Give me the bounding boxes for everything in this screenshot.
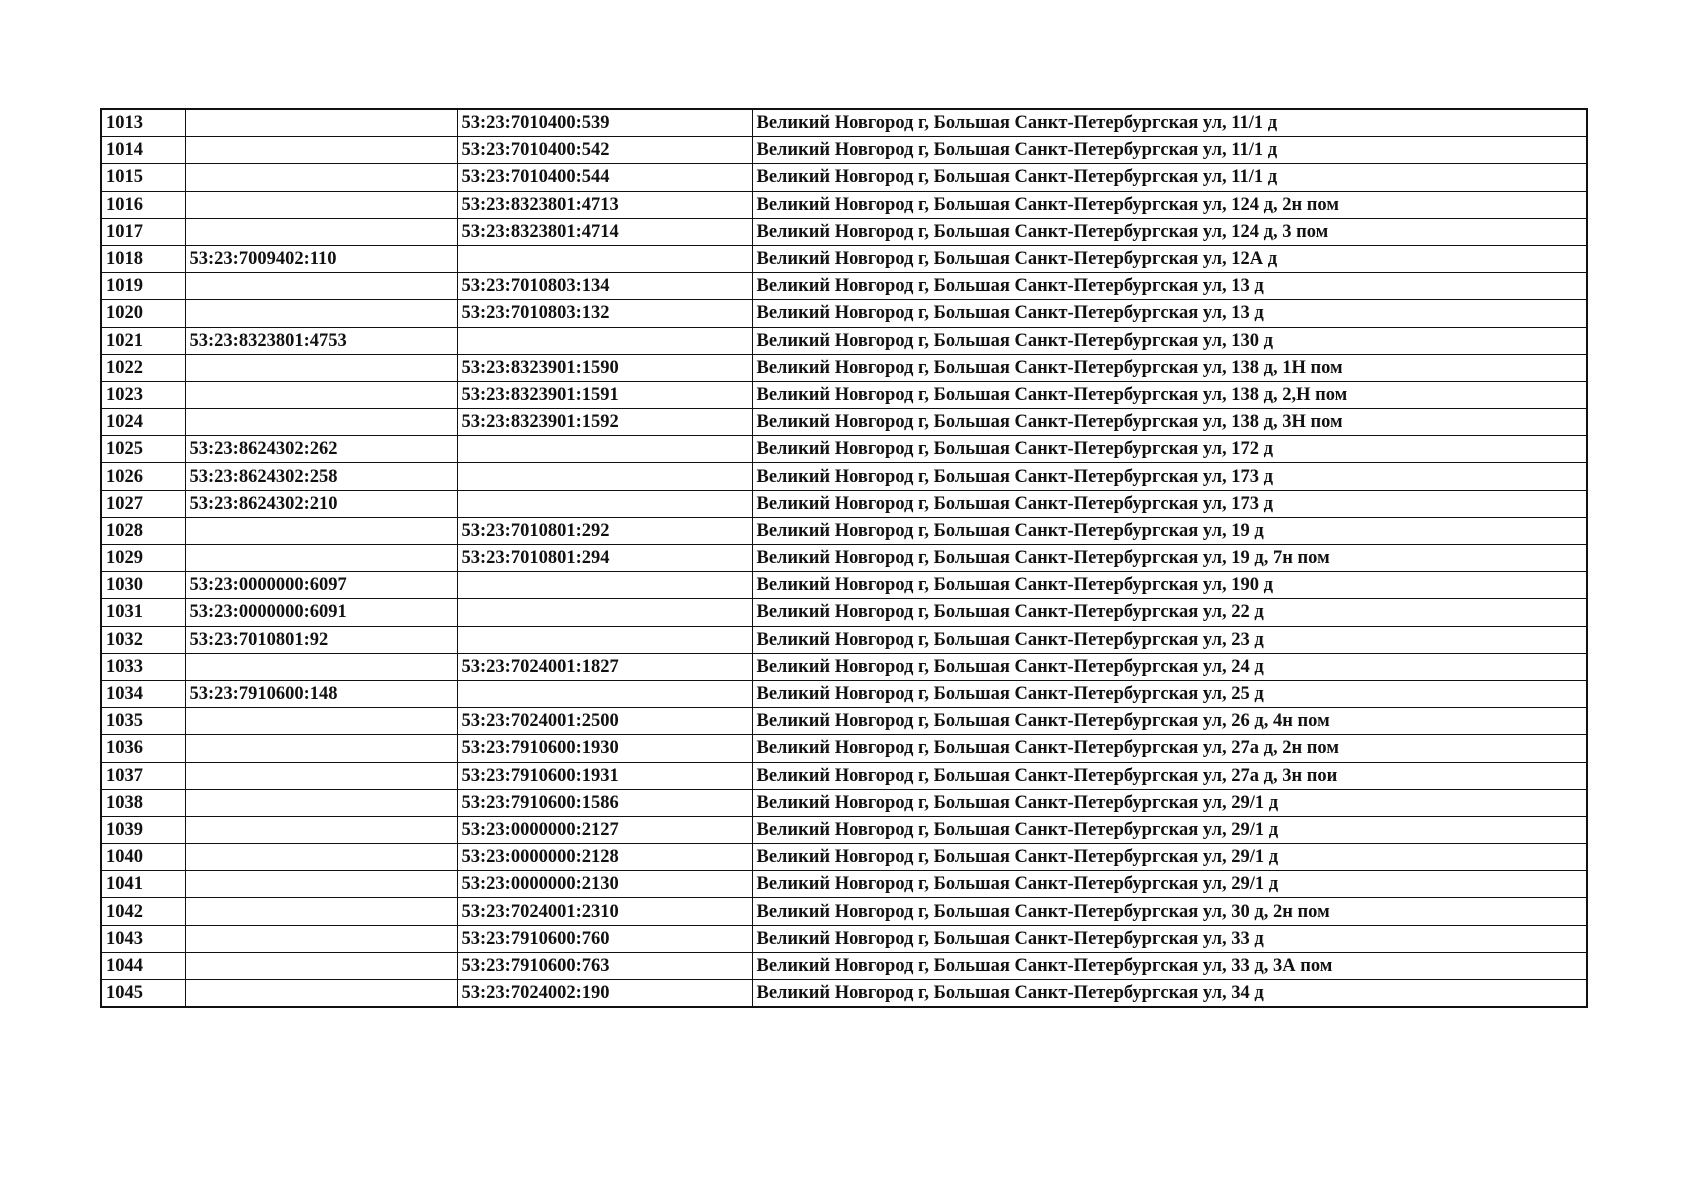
row-number-cell: 1015 [101,164,185,191]
row-number-cell: 1044 [101,952,185,979]
row-number-cell: 1036 [101,735,185,762]
table-row [101,980,1587,1008]
land-cadastral-number-cell [185,925,457,952]
land-cadastral-number-cell [185,273,457,300]
land-cadastral-number-cell [185,137,457,164]
land-cadastral-number-cell [185,191,457,218]
land-cadastral-number-cell [185,354,457,381]
land-cadastral-number-cell [185,871,457,898]
address-cell: Великий Новгород г, Большая Санкт-Петербургская ул, 34 д [752,980,1587,1008]
address-cell: Великий Новгород г, Большая Санкт-Петербургская ул, 29/1 д [752,816,1587,843]
row-number-cell: 1021 [101,327,185,354]
table-row [101,626,1587,653]
address-cell: Великий Новгород г, Большая Санкт-Петербургская ул, 24 д [752,653,1587,680]
table-row [101,599,1587,626]
table-row [101,300,1587,327]
land-cadastral-number-cell [185,409,457,436]
table-row [101,653,1587,680]
address-cell: Великий Новгород г, Большая Санкт-Петербургская ул, 11/1 д [752,137,1587,164]
object-cadastral-number-cell: 53:23:8323901:1591 [457,381,752,408]
row-number-cell: 1013 [101,109,185,137]
address-cell: Великий Новгород г, Большая Санкт-Петербургская ул, 13 д [752,300,1587,327]
table-row [101,218,1587,245]
land-cadastral-number-cell [185,844,457,871]
address-cell: Великий Новгород г, Большая Санкт-Петербургская ул, 173 д [752,490,1587,517]
land-cadastral-number-cell [185,300,457,327]
address-cell: Великий Новгород г, Большая Санкт-Петербургская ул, 138 д, 2,Н пом [752,381,1587,408]
address-cell: Великий Новгород г, Большая Санкт-Петербургская ул, 22 д [752,599,1587,626]
address-cell: Великий Новгород г, Большая Санкт-Петербургская ул, 23 д [752,626,1587,653]
land-cadastral-number-cell: 53:23:0000000:6097 [185,572,457,599]
object-cadastral-number-cell: 53:23:7010803:132 [457,300,752,327]
row-number-cell: 1029 [101,545,185,572]
table-row [101,354,1587,381]
land-cadastral-number-cell: 53:23:8624302:258 [185,463,457,490]
row-number-cell: 1037 [101,762,185,789]
row-number-cell: 1034 [101,680,185,707]
table-row [101,191,1587,218]
object-cadastral-number-cell: 53:23:8323901:1590 [457,354,752,381]
address-cell: Великий Новгород г, Большая Санкт-Петербургская ул, 13 д [752,273,1587,300]
row-number-cell: 1026 [101,463,185,490]
address-cell: Великий Новгород г, Большая Санкт-Петербургская ул, 190 д [752,572,1587,599]
address-cell: Великий Новгород г, Большая Санкт-Петербургская ул, 25 д [752,680,1587,707]
address-cell: Великий Новгород г, Большая Санкт-Петербургская ул, 19 д [752,517,1587,544]
address-cell: Великий Новгород г, Большая Санкт-Петербургская ул, 19 д, 7н пом [752,545,1587,572]
table-row [101,735,1587,762]
address-registry-table [100,108,1588,1008]
row-number-cell: 1024 [101,409,185,436]
table-row [101,409,1587,436]
land-cadastral-number-cell [185,517,457,544]
table-row [101,789,1587,816]
table-row [101,680,1587,707]
document-page [100,108,1586,1008]
address-cell: Великий Новгород г, Большая Санкт-Петербургская ул, 138 д, 1Н пом [752,354,1587,381]
land-cadastral-number-cell: 53:23:8323801:4753 [185,327,457,354]
address-cell: Великий Новгород г, Большая Санкт-Петербургская ул, 33 д, 3А пом [752,952,1587,979]
row-number-cell: 1022 [101,354,185,381]
object-cadastral-number-cell: 53:23:7010801:294 [457,545,752,572]
address-cell: Великий Новгород г, Большая Санкт-Петербургская ул, 130 д [752,327,1587,354]
address-cell: Великий Новгород г, Большая Санкт-Петербургская ул, 29/1 д [752,789,1587,816]
land-cadastral-number-cell [185,762,457,789]
object-cadastral-number-cell: 53:23:8323901:1592 [457,409,752,436]
table-row [101,245,1587,272]
table-row [101,164,1587,191]
address-cell: Великий Новгород г, Большая Санкт-Петербургская ул, 27а д, 3н пои [752,762,1587,789]
table-row [101,109,1587,137]
object-cadastral-number-cell: 53:23:0000000:2127 [457,816,752,843]
object-cadastral-number-cell [457,436,752,463]
address-cell: Великий Новгород г, Большая Санкт-Петербургская ул, 29/1 д [752,871,1587,898]
object-cadastral-number-cell: 53:23:7910600:1931 [457,762,752,789]
address-cell: Великий Новгород г, Большая Санкт-Петербургская ул, 11/1 д [752,164,1587,191]
row-number-cell: 1030 [101,572,185,599]
land-cadastral-number-cell: 53:23:8624302:262 [185,436,457,463]
object-cadastral-number-cell: 53:23:8323801:4713 [457,191,752,218]
table-row [101,708,1587,735]
address-cell: Великий Новгород г, Большая Санкт-Петербургская ул, 12А д [752,245,1587,272]
row-number-cell: 1043 [101,925,185,952]
object-cadastral-number-cell [457,680,752,707]
address-cell: Великий Новгород г, Большая Санкт-Петербургская ул, 27а д, 2н пом [752,735,1587,762]
row-number-cell: 1041 [101,871,185,898]
land-cadastral-number-cell [185,980,457,1008]
row-number-cell: 1017 [101,218,185,245]
object-cadastral-number-cell: 53:23:7910600:1586 [457,789,752,816]
row-number-cell: 1038 [101,789,185,816]
land-cadastral-number-cell [185,164,457,191]
table-row [101,436,1587,463]
object-cadastral-number-cell [457,327,752,354]
object-cadastral-number-cell: 53:23:7024001:1827 [457,653,752,680]
land-cadastral-number-cell [185,218,457,245]
object-cadastral-number-cell: 53:23:7910600:763 [457,952,752,979]
object-cadastral-number-cell [457,463,752,490]
row-number-cell: 1031 [101,599,185,626]
object-cadastral-number-cell: 53:23:7024001:2310 [457,898,752,925]
table-body [101,109,1587,1007]
land-cadastral-number-cell [185,545,457,572]
object-cadastral-number-cell: 53:23:7010400:544 [457,164,752,191]
address-cell: Великий Новгород г, Большая Санкт-Петербургская ул, 26 д, 4н пом [752,708,1587,735]
row-number-cell: 1018 [101,245,185,272]
object-cadastral-number-cell: 53:23:7024001:2500 [457,708,752,735]
row-number-cell: 1014 [101,137,185,164]
table-row [101,871,1587,898]
land-cadastral-number-cell [185,653,457,680]
row-number-cell: 1032 [101,626,185,653]
row-number-cell: 1019 [101,273,185,300]
address-cell: Великий Новгород г, Большая Санкт-Петербургская ул, 30 д, 2н пом [752,898,1587,925]
land-cadastral-number-cell: 53:23:0000000:6091 [185,599,457,626]
object-cadastral-number-cell: 53:23:7010801:292 [457,517,752,544]
address-cell: Великий Новгород г, Большая Санкт-Петербургская ул, 173 д [752,463,1587,490]
land-cadastral-number-cell [185,898,457,925]
table-row [101,898,1587,925]
land-cadastral-number-cell: 53:23:8624302:210 [185,490,457,517]
object-cadastral-number-cell [457,572,752,599]
land-cadastral-number-cell [185,735,457,762]
land-cadastral-number-cell: 53:23:7910600:148 [185,680,457,707]
land-cadastral-number-cell [185,381,457,408]
row-number-cell: 1023 [101,381,185,408]
land-cadastral-number-cell [185,708,457,735]
table-row [101,844,1587,871]
address-cell: Великий Новгород г, Большая Санкт-Петербургская ул, 124 д, 3 пом [752,218,1587,245]
table-row [101,463,1587,490]
object-cadastral-number-cell [457,626,752,653]
address-cell: Великий Новгород г, Большая Санкт-Петербургская ул, 172 д [752,436,1587,463]
table-row [101,137,1587,164]
table-row [101,490,1587,517]
table-row [101,327,1587,354]
object-cadastral-number-cell: 53:23:7910600:1930 [457,735,752,762]
address-cell: Великий Новгород г, Большая Санкт-Петербургская ул, 29/1 д [752,844,1587,871]
table-row [101,762,1587,789]
object-cadastral-number-cell: 53:23:7010400:539 [457,109,752,137]
object-cadastral-number-cell [457,490,752,517]
table-row [101,273,1587,300]
land-cadastral-number-cell [185,109,457,137]
row-number-cell: 1039 [101,816,185,843]
row-number-cell: 1027 [101,490,185,517]
land-cadastral-number-cell: 53:23:7010801:92 [185,626,457,653]
object-cadastral-number-cell [457,599,752,626]
land-cadastral-number-cell [185,816,457,843]
row-number-cell: 1035 [101,708,185,735]
table-row [101,952,1587,979]
object-cadastral-number-cell: 53:23:8323801:4714 [457,218,752,245]
row-number-cell: 1042 [101,898,185,925]
address-cell: Великий Новгород г, Большая Санкт-Петербургская ул, 33 д [752,925,1587,952]
object-cadastral-number-cell: 53:23:0000000:2130 [457,871,752,898]
table-row [101,572,1587,599]
land-cadastral-number-cell: 53:23:7009402:110 [185,245,457,272]
row-number-cell: 1040 [101,844,185,871]
table-row [101,517,1587,544]
object-cadastral-number-cell: 53:23:7010400:542 [457,137,752,164]
row-number-cell: 1028 [101,517,185,544]
row-number-cell: 1033 [101,653,185,680]
land-cadastral-number-cell [185,789,457,816]
object-cadastral-number-cell: 53:23:7910600:760 [457,925,752,952]
object-cadastral-number-cell: 53:23:0000000:2128 [457,844,752,871]
address-cell: Великий Новгород г, Большая Санкт-Петербургская ул, 11/1 д [752,109,1587,137]
row-number-cell: 1025 [101,436,185,463]
table-row [101,816,1587,843]
row-number-cell: 1016 [101,191,185,218]
land-cadastral-number-cell [185,952,457,979]
table-row [101,381,1587,408]
row-number-cell: 1020 [101,300,185,327]
table-row [101,545,1587,572]
object-cadastral-number-cell [457,245,752,272]
address-cell: Великий Новгород г, Большая Санкт-Петербургская ул, 138 д, 3Н пом [752,409,1587,436]
object-cadastral-number-cell: 53:23:7024002:190 [457,980,752,1008]
address-cell: Великий Новгород г, Большая Санкт-Петербургская ул, 124 д, 2н пом [752,191,1587,218]
row-number-cell: 1045 [101,980,185,1008]
table-row [101,925,1587,952]
object-cadastral-number-cell: 53:23:7010803:134 [457,273,752,300]
